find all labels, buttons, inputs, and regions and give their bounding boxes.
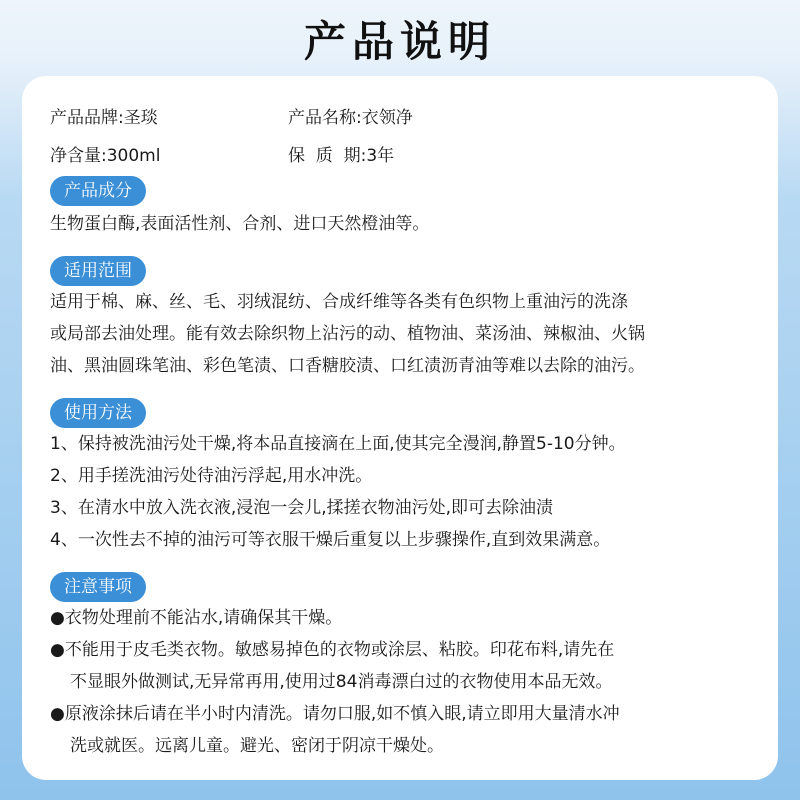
product-brand: 产品品牌:圣琰: [50, 107, 158, 128]
scope-line: 油、黑油圆珠笔油、彩色笔渍、口香糖胶渍、口红渍沥青油等难以去除的油污。: [50, 356, 645, 376]
note-item: ●不能用于皮毛类衣物。敏感易掉色的衣物或涂层、粘胶。印花布料,请先在: [50, 640, 615, 660]
scope-line: 或局部去油处理。能有效去除织物上沾污的动、植物油、菜汤油、辣椒油、火锅: [50, 324, 645, 344]
usage-step: 2、用手搓洗油污处待油污浮起,用水冲洗。: [50, 466, 373, 486]
card-content: [50, 96, 770, 762]
info-row-2: [50, 134, 770, 172]
usage-step: 4、一次性去不掉的油污可等衣服干燥后重复以上步骤操作,直到效果满意。: [50, 530, 611, 550]
notes-list: [50, 602, 770, 762]
content-card: [22, 76, 778, 780]
info-row-1: [50, 96, 770, 134]
product-name: 产品名称:衣领净: [288, 107, 413, 128]
ingredients-badge: 产品成分: [50, 176, 146, 206]
shelf-life: 保 质 期:3年: [288, 145, 395, 166]
net-content: 净含量:300ml: [50, 145, 161, 166]
page-title: 产品说明: [303, 17, 496, 66]
scope-text: [50, 286, 770, 382]
usage-steps: [50, 428, 770, 556]
scope-line: 适用于棉、麻、丝、毛、羽绒混纺、合成纤维等各类有色织物上重油污的洗涤: [50, 292, 628, 312]
usage-step: 3、在清水中放入洗衣液,浸泡一会儿,揉搓衣物油污处,即可去除油渍: [50, 498, 554, 518]
note-item-continued: 不显眼外做测试,无异常再用,使用过84消毒漂白过的衣物使用本品无效。: [70, 672, 613, 692]
usage-badge: 使用方法: [50, 398, 146, 428]
ingredients-text: 生物蛋白酶,表面活性剂、合剂、进口天然橙油等。: [50, 214, 430, 234]
note-item: ●衣物处理前不能沾水,请确保其干燥。: [50, 608, 343, 628]
note-item: ●原液涂抹后请在半小时内清洗。请勿口服,如不慎入眼,请立即用大量清水冲: [50, 704, 620, 724]
notes-badge: 注意事项: [50, 572, 146, 602]
usage-step: 1、保持被洗油污处干燥,将本品直接滴在上面,使其完全漫润,静置5-10分钟。: [50, 434, 626, 454]
note-item-continued: 洗或就医。远离儿童。避光、密闭于阴凉干燥处。: [70, 736, 444, 756]
scope-badge: 适用范围: [50, 256, 146, 286]
